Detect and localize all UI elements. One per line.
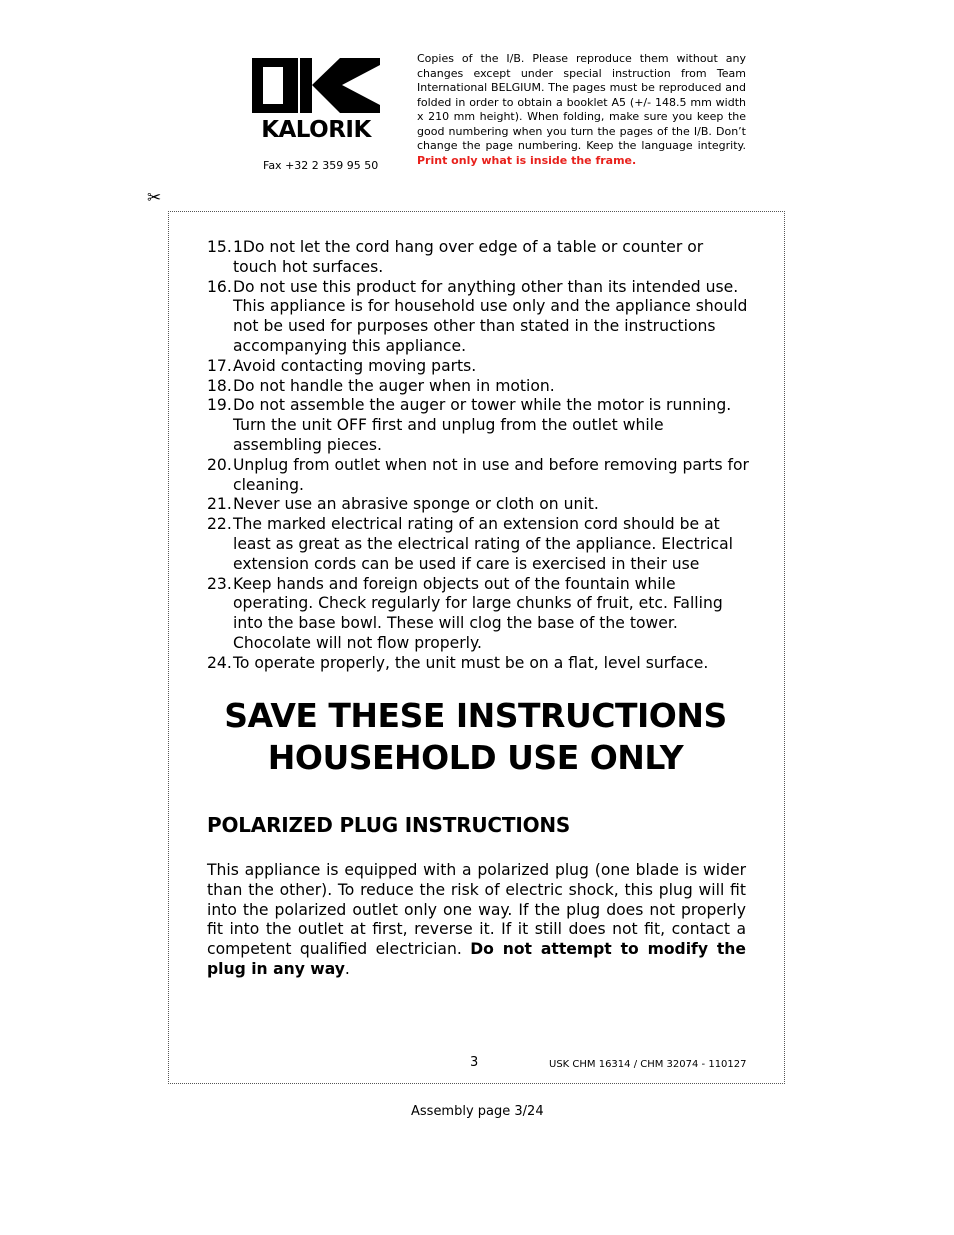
list-item: 17. Avoid contacting moving parts. <box>207 356 477 375</box>
save-instructions-heading: SAVE THESE INSTRUCTIONS <box>224 696 727 735</box>
polarized-plug-heading: POLARIZED PLUG INSTRUCTIONS <box>207 813 571 837</box>
household-use-heading: HOUSEHOLD USE ONLY <box>267 738 684 777</box>
list-item: 24. To operate properly, the unit must be on a flat, level surface. <box>207 653 709 672</box>
notice-red-text: Print only what is inside the frame. <box>417 153 637 167</box>
model-code: USK CHM 16314 / CHM 32074 - 110127 <box>549 1059 747 1070</box>
fax-number: Fax +32 2 359 95 50 <box>263 159 379 172</box>
page-number: 3 <box>470 1055 479 1070</box>
safety-instructions-list <box>207 238 752 674</box>
list-item: 23. Keep hands and foreign objects out of the fountain while operating. Check regularly for large chunks of fruit, etc. Falling into the base bowl. These will clog the base of the tower. Chocolate will not flow properly. <box>207 574 723 652</box>
list-item: 15. 1Do not let the cord hang over edge of a table or counter or touch hot surfaces. <box>207 238 704 276</box>
notice-text: Copies of the I/B. Please reproduce them without any changes except under special instruction from Team International BELGIUM. The pages must be reproduced and folded in order to obtain a booklet A5 (+/- 148.5 mm width x 210 mm height). When folding, make sure you keep the good numbering when you turn the pages of the I/B. Don’t change the page numbering. Keep the language integrity. <box>417 52 746 152</box>
scissors-icon: ✂ <box>147 188 162 208</box>
list-item: 21. Never use an abrasive sponge or cloth on unit. <box>207 495 599 514</box>
reproduction-notice <box>417 52 746 168</box>
list-item: 18. Do not handle the auger when in motion. <box>207 376 555 395</box>
list-item: 22. The marked electrical rating of an extension cord should be at least as great as the electrical rating of the appliance. Electrical extension cords can be used if care is exercised in their use <box>207 515 733 573</box>
list-item: 16. Do not use this product for anything other than its intended use. This appliance is for household use only and the appliance should not be used for purposes other than stated in the instructions accompanying this appliance. <box>207 277 748 355</box>
list-item: 19. Do not assemble the auger or tower while the motor is running. Turn the unit OFF first and unplug from the outlet while assembling pieces. <box>207 396 732 454</box>
kalorik-logo <box>250 55 382 141</box>
assembly-page: Assembly page 3/24 <box>411 1104 544 1119</box>
list-item: 20. Unplug from outlet when not in use and before removing parts for cleaning. <box>207 455 749 494</box>
polarized-plug-paragraph: This appliance is equipped with a polarized plug (one blade is wider than the other). To reduce the risk of electric shock, this plug will fit into the polarized outlet only one way. If the plug does not properly fit into the outlet at first, reverse it. If it still does not fit, contact a competent qualified electrician. Do not attempt to modify the plug in any way. <box>207 861 746 978</box>
polarized-warning: Do not attempt to modify the plug in any way <box>207 940 746 978</box>
logo-wordmark: KALORIK <box>261 117 371 141</box>
